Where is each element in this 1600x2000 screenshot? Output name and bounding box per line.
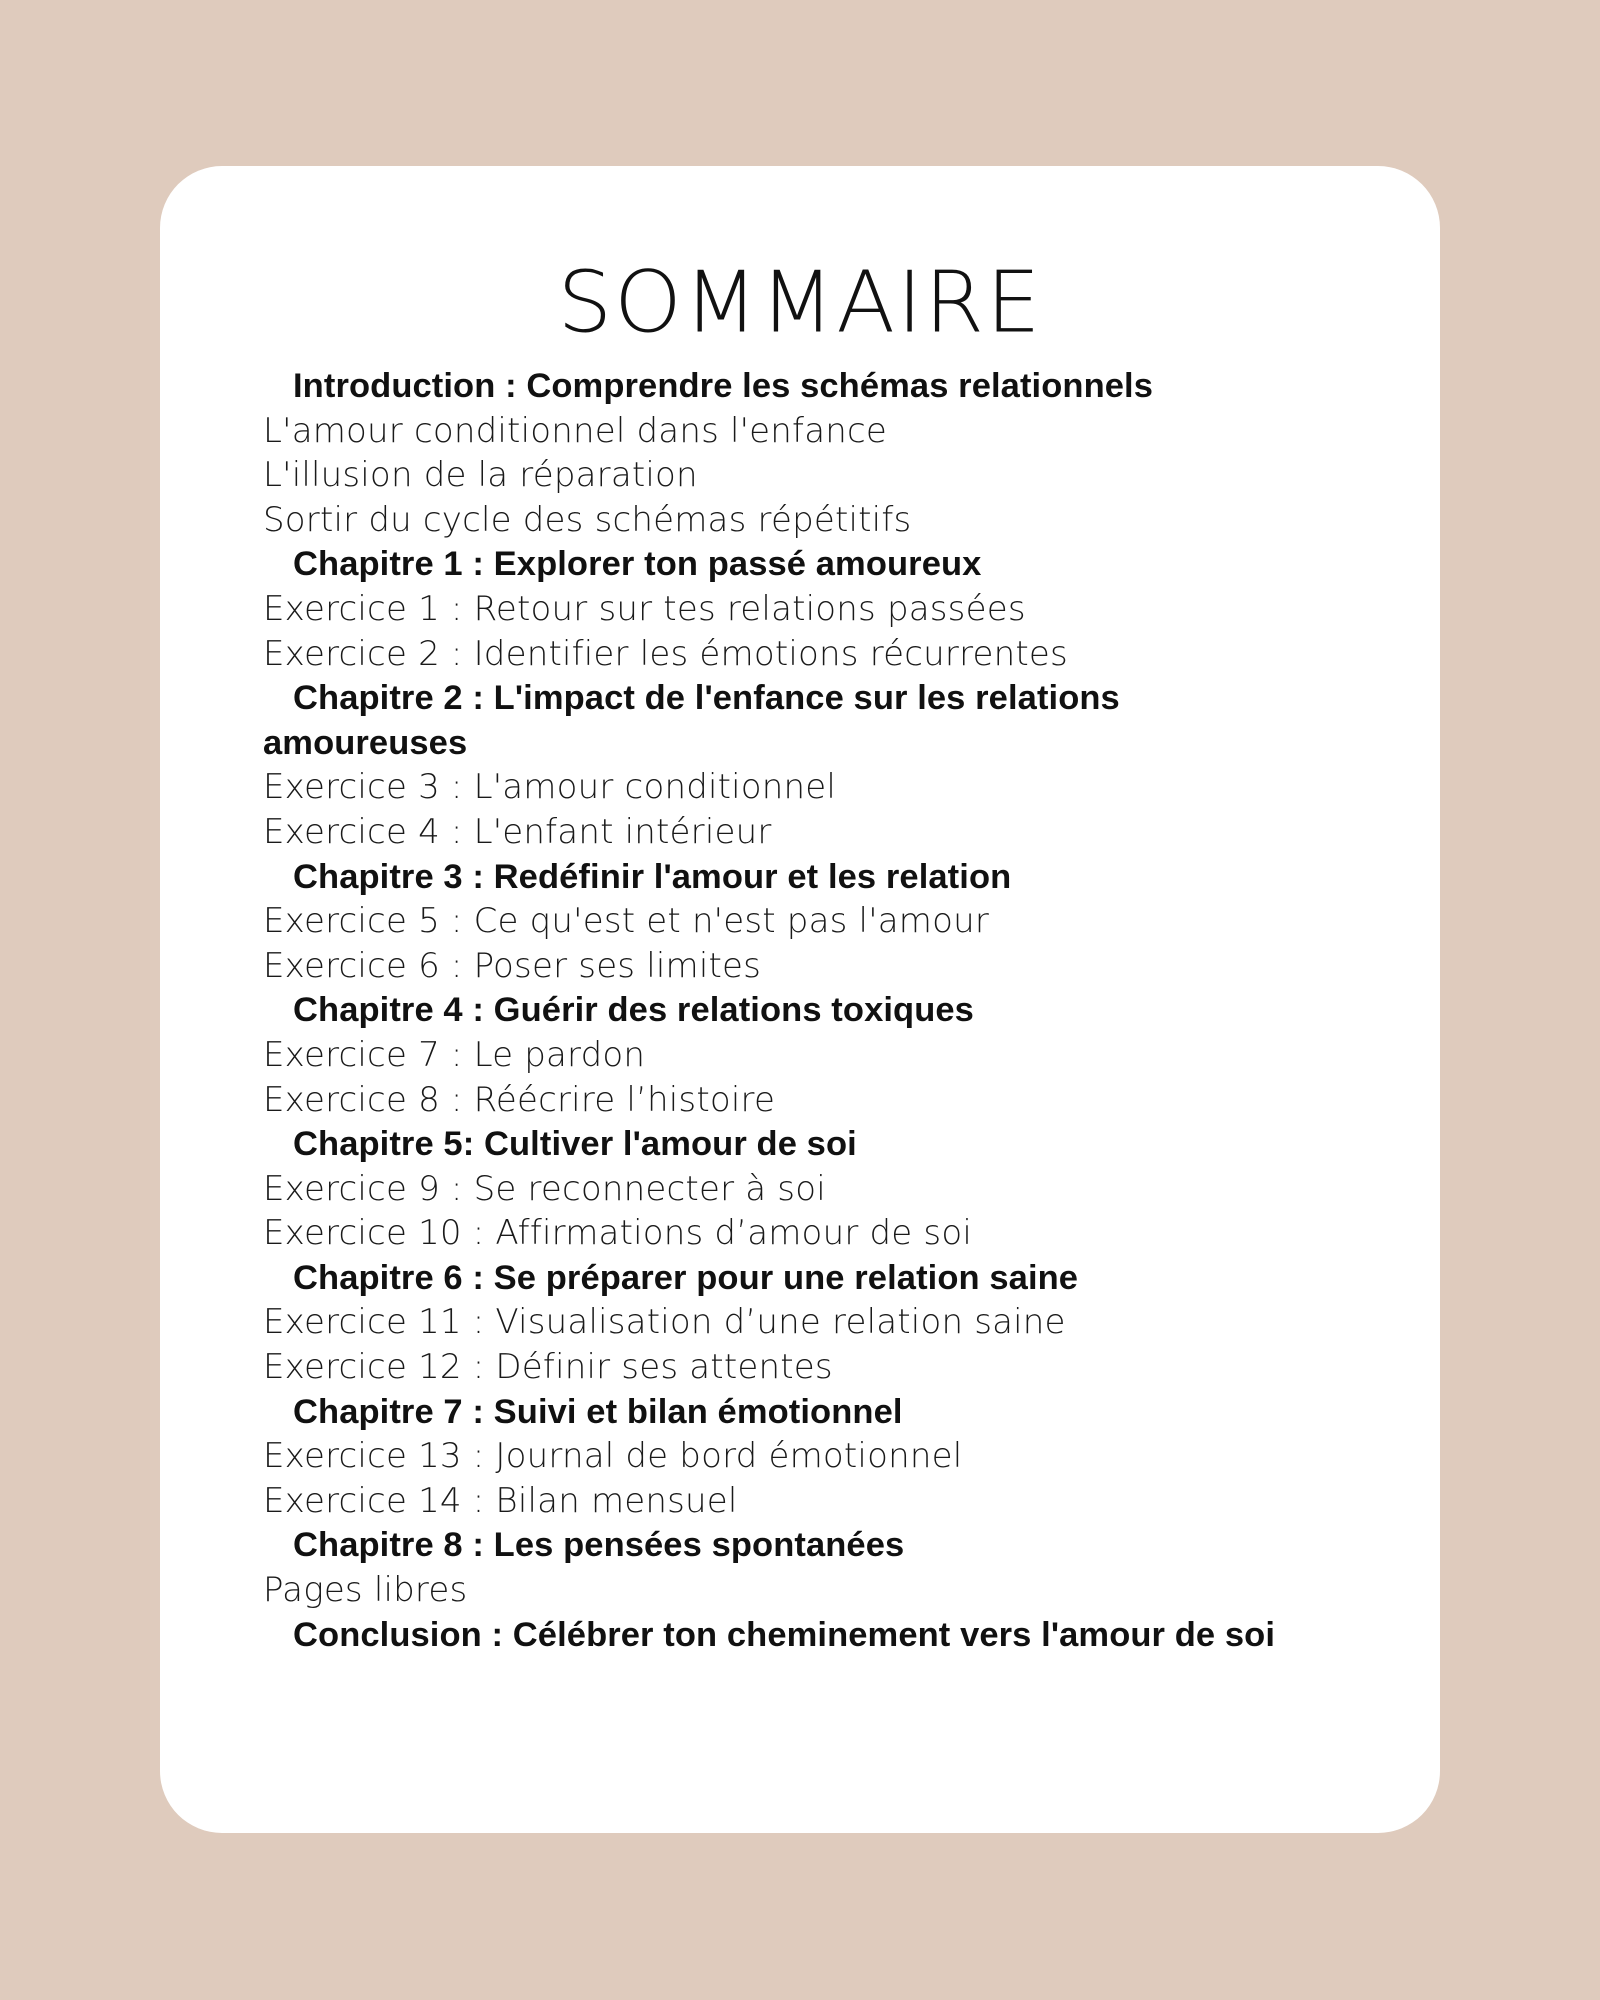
toc-item: Exercice 11 : Visualisation d’une relation saine — [263, 1302, 1066, 1343]
toc-item: Pages libres — [263, 1570, 468, 1611]
toc-heading-chapitre-7: Chapitre 7 : Suivi et bilan émotionnel — [293, 1392, 903, 1431]
toc-heading-chapitre-6: Chapitre 6 : Se préparer pour une relation saine — [293, 1258, 1079, 1297]
toc-item: L'amour conditionnel dans l'enfance — [263, 410, 888, 451]
toc-heading-chapitre-5: Chapitre 5: Cultiver l'amour de soi — [293, 1125, 857, 1164]
page-title: SOMMAIRE — [557, 253, 1043, 352]
toc-heading-conclusion: Conclusion : Célébrer ton cheminement vers l'amour de soi — [293, 1615, 1276, 1654]
toc-item: Exercice 13 : Journal de bord émotionnel — [263, 1436, 963, 1477]
toc-heading-chapitre-4: Chapitre 4 : Guérir des relations toxiques — [293, 991, 974, 1030]
toc-heading-chapitre-2: Chapitre 2 : L'impact de l'enfance sur les relations amoureuses — [263, 679, 1120, 762]
toc-item: Exercice 7 : Le pardon — [263, 1034, 646, 1075]
toc-item: Sortir du cycle des schémas répétitifs — [263, 499, 912, 540]
toc-item: Exercice 5 : Ce qu'est et n'est pas l'amour — [263, 901, 990, 942]
toc-heading-chapitre-8: Chapitre 8 : Les pensées spontanées — [293, 1526, 905, 1565]
toc-heading-chapitre-1: Chapitre 1 : Explorer ton passé amoureux — [293, 545, 982, 584]
toc-item: Exercice 4 : L'enfant intérieur — [263, 811, 772, 852]
toc-item: Exercice 10 : Affirmations d’amour de soi — [263, 1213, 972, 1254]
table-of-contents — [263, 364, 1303, 1657]
toc-heading-chapitre-3: Chapitre 3 : Redéfinir l'amour et les relation — [293, 857, 1012, 896]
toc-item: L'illusion de la réparation — [263, 455, 698, 496]
toc-item: Exercice 6 : Poser ses limites — [263, 945, 762, 986]
toc-item: Exercice 9 : Se reconnecter à soi — [263, 1168, 826, 1209]
toc-item: Exercice 8 : Réécrire l’histoire — [263, 1079, 776, 1120]
toc-item: Exercice 2 : Identifier les émotions récurrentes — [263, 633, 1068, 674]
toc-item: Exercice 12 : Définir ses attentes — [263, 1347, 833, 1388]
toc-item: Exercice 3 : L'amour conditionnel — [263, 767, 837, 808]
toc-heading-introduction: Introduction : Comprendre les schémas relationnels — [293, 367, 1154, 405]
toc-item: Exercice 1 : Retour sur tes relations passées — [263, 588, 1026, 629]
toc-item: Exercice 14 : Bilan mensuel — [263, 1480, 738, 1521]
